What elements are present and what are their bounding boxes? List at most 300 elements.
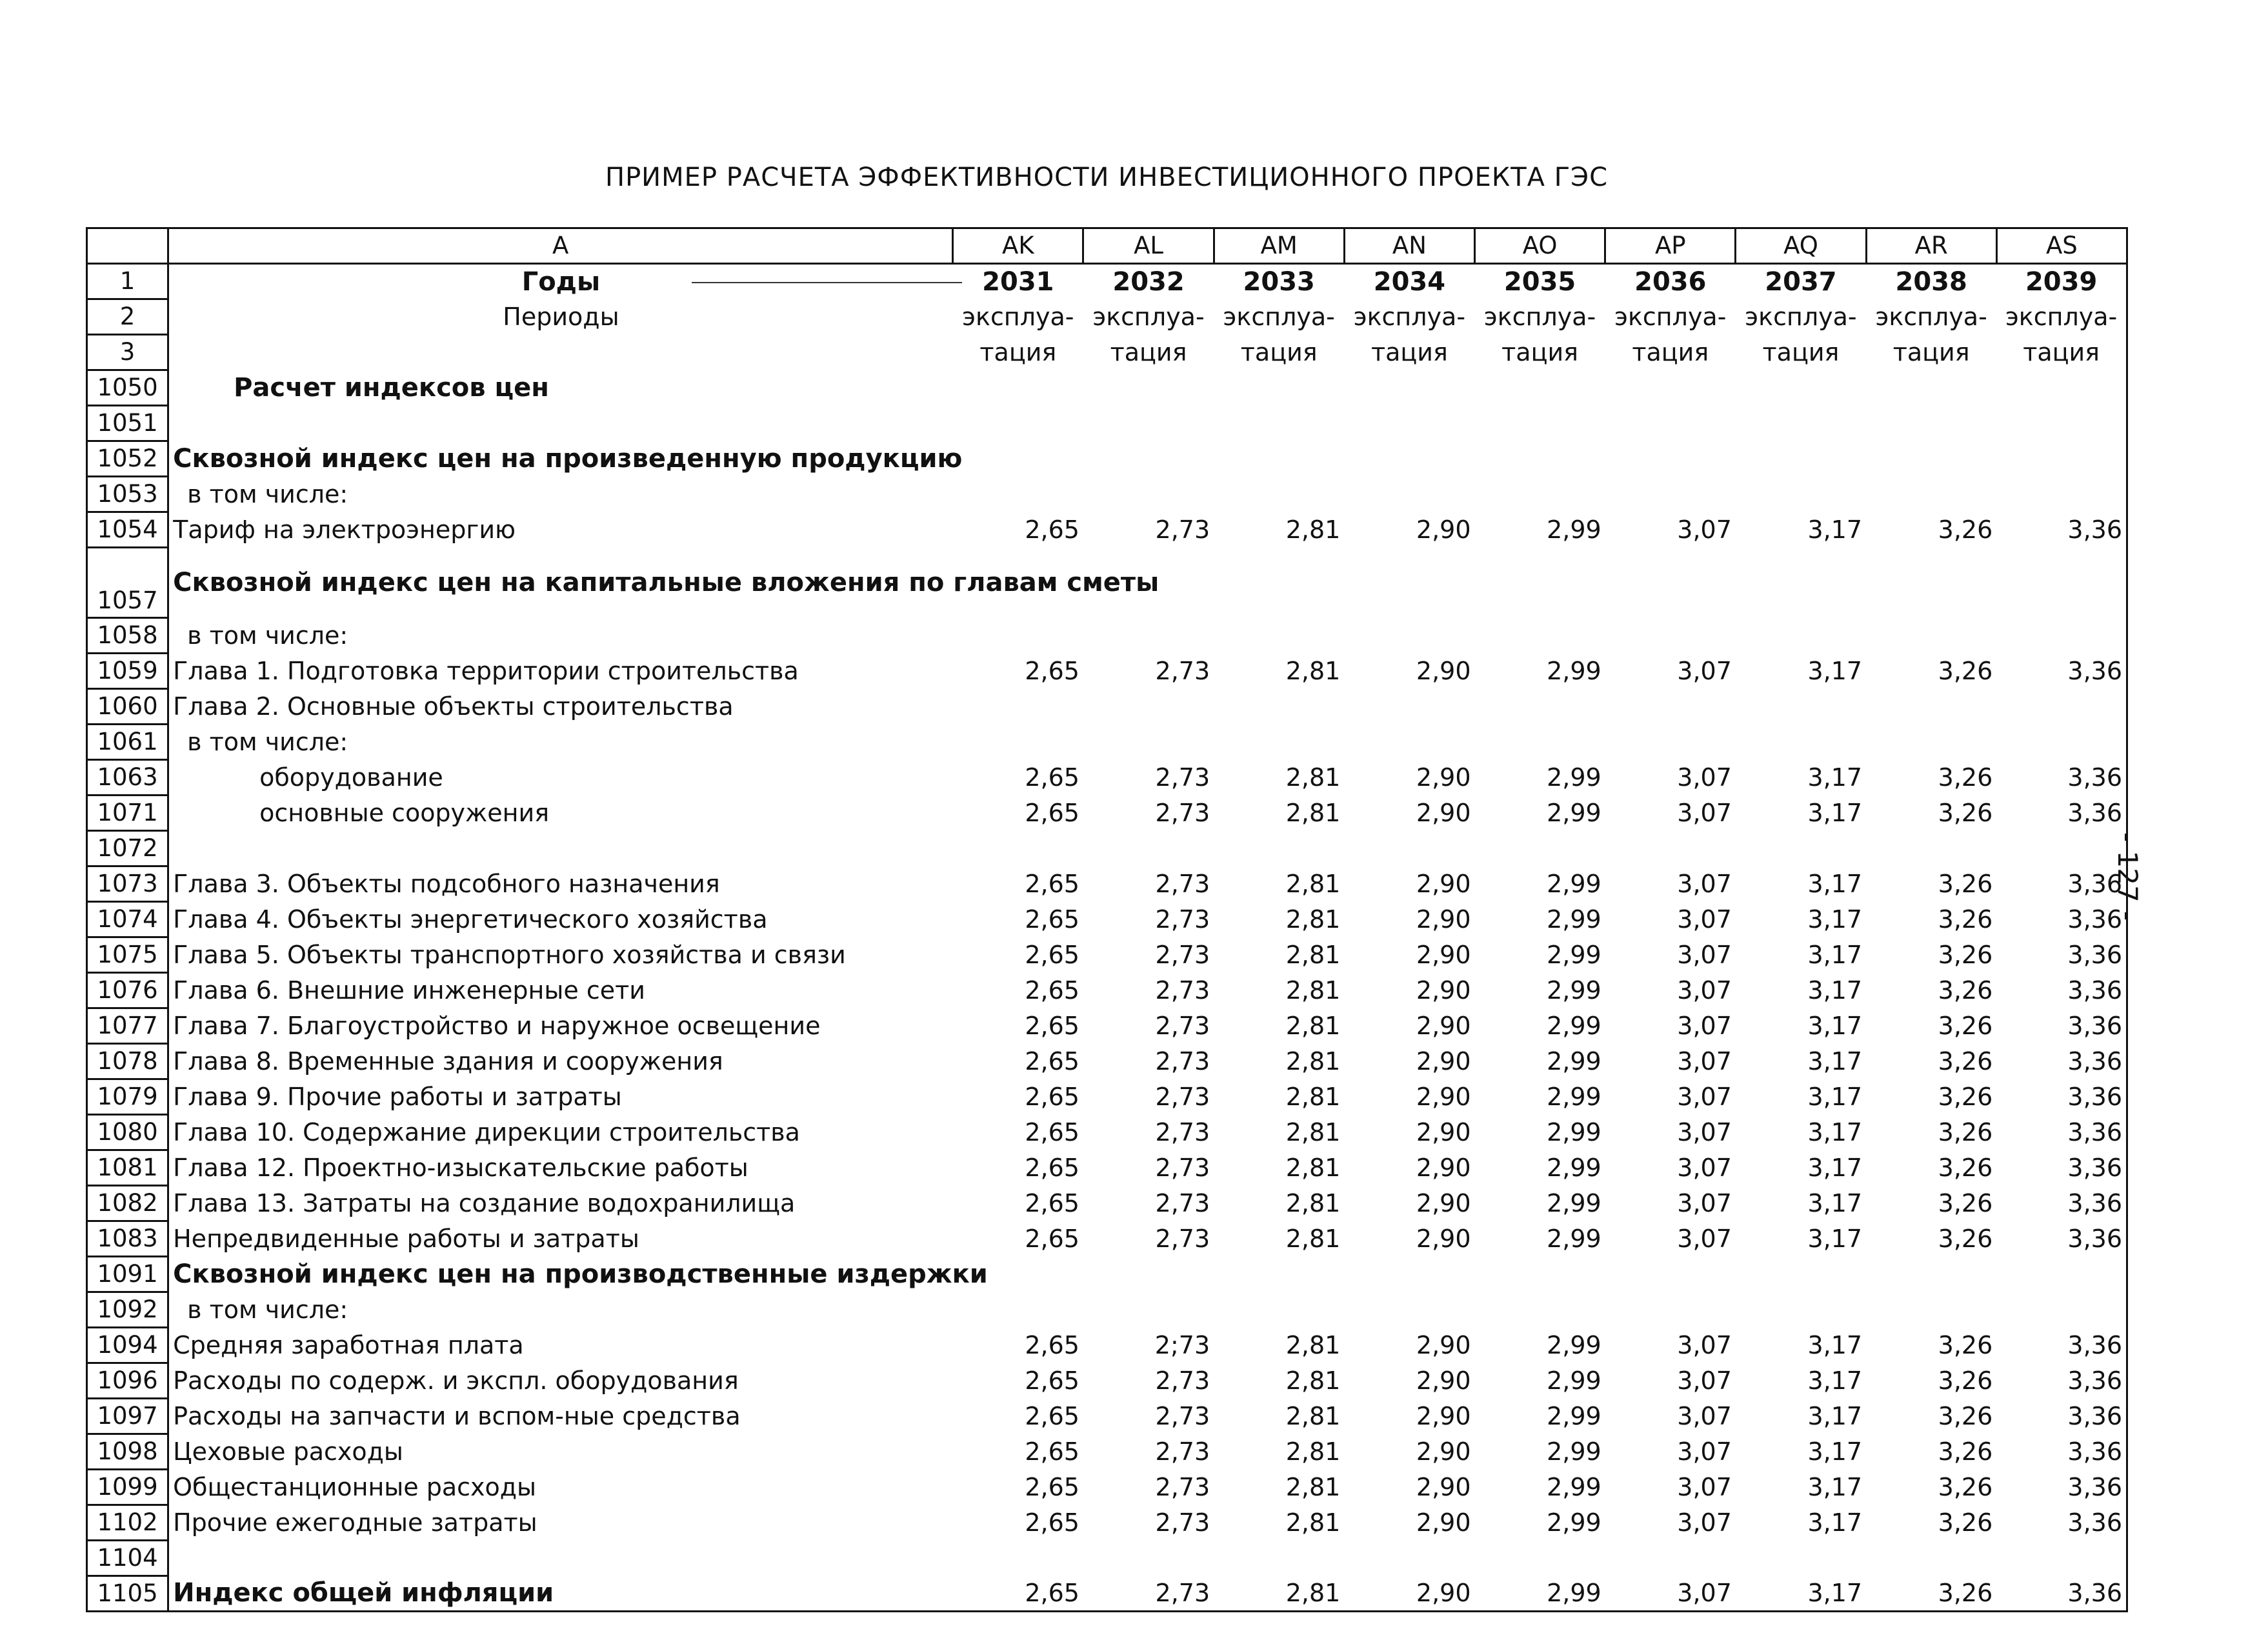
value-cell — [1214, 406, 1344, 441]
value-cell: 3,17 — [1807, 905, 1863, 934]
row-number: 1091 — [87, 1257, 168, 1292]
column-header: AN — [1344, 228, 1474, 264]
document-title: ПРИМЕР РАСЧЕТА ЭФФЕКТИВНОСТИ ИНВЕСТИЦИОННОГО ПРОЕКТА ГЭС — [605, 163, 1608, 192]
value-cell — [1344, 689, 1474, 725]
value-cell: 2,90 — [1344, 1576, 1474, 1612]
value-cell — [1344, 618, 1474, 654]
value-cell: 2,81 — [1214, 1576, 1344, 1612]
value-cell: 2,81 — [1285, 657, 1341, 685]
column-header: AS — [1996, 228, 2127, 264]
value-cell — [1083, 406, 1214, 441]
value-cell: 2,73 — [1155, 1189, 1210, 1217]
table-row — [87, 1115, 2127, 1150]
value-cell — [1475, 618, 1605, 654]
value-cell — [1996, 1541, 2127, 1576]
row-number: 1096 — [87, 1363, 168, 1399]
row-label — [168, 406, 953, 441]
value-cell — [1866, 689, 1996, 725]
value-cell: 2,81 — [1285, 1331, 1341, 1359]
value-cell: 2,65 — [1025, 515, 1079, 544]
value-cell: 3,36 — [1996, 1399, 2127, 1434]
row-number: 1051 — [87, 406, 168, 441]
row-number: 1058 — [87, 618, 168, 654]
value-cell: 2,65 — [1025, 799, 1079, 827]
row-label: Глава 6. Внешние инженерные сети — [168, 973, 953, 1008]
corner-cell — [87, 228, 168, 264]
value-cell: 2,65 — [1025, 870, 1079, 898]
value-cell: 3,07 — [1605, 1576, 1736, 1612]
value-cell: 3,07 — [1677, 1366, 1732, 1395]
table-row — [87, 795, 2127, 831]
value-cell: 2,90 — [1416, 657, 1471, 685]
value-cell — [1996, 725, 2127, 760]
table-row — [87, 1186, 2127, 1221]
value-cell: 3,26 — [1938, 870, 1993, 898]
value-cell: 3,36 — [1996, 937, 2127, 973]
table-row — [87, 618, 2127, 654]
value-cell: 2,65 — [1025, 1508, 1079, 1537]
value-cell — [1475, 548, 1605, 618]
value-cell: 2,90 — [1416, 1012, 1471, 1040]
value-cell: 3,07 — [1677, 870, 1732, 898]
value-cell: 3,26 — [1938, 1012, 1993, 1040]
row-label: Средняя заработная плата — [168, 1328, 953, 1363]
value-cell: 3,36 — [1996, 1363, 2127, 1399]
period-cell: эксплуа- — [1614, 303, 1727, 331]
value-cell: 3,26 — [1938, 657, 1993, 685]
value-cell — [1736, 689, 1866, 725]
value-cell: 3,26 — [1938, 1473, 1993, 1501]
value-cell — [1214, 370, 1344, 406]
value-cell: 2,99 — [1547, 1473, 1601, 1501]
column-header: AO — [1475, 228, 1605, 264]
value-cell: 3,26 — [1938, 1366, 1993, 1395]
value-cell: 3,17 — [1807, 1047, 1863, 1076]
row-label: Цеховые расходы — [168, 1434, 953, 1470]
value-cell: 3,26 — [1938, 515, 1993, 544]
value-cell: 3,26 — [1938, 1402, 1993, 1430]
value-cell — [1605, 689, 1736, 725]
value-cell: 2,90 — [1416, 941, 1471, 969]
row-label: в том числе: — [168, 477, 953, 512]
row-number: 1082 — [87, 1186, 168, 1221]
value-cell: 3,07 — [1677, 1083, 1732, 1111]
row-label: Индекс общей инфляции — [168, 1576, 953, 1612]
value-cell — [1083, 1292, 1214, 1328]
row-label: Глава 4. Объекты энергетического хозяйства — [168, 902, 953, 937]
value-cell: 2,99 — [1547, 1508, 1601, 1537]
row-number: 1076 — [87, 973, 168, 1008]
value-cell: 3,36 — [1996, 1221, 2127, 1257]
row-label: Расходы на запчасти и вспом-ные средства — [168, 1399, 953, 1434]
value-cell — [1344, 831, 1474, 866]
value-cell: 2,65 — [1025, 941, 1079, 969]
value-cell — [1996, 618, 2127, 654]
value-cell — [1866, 618, 1996, 654]
value-cell: 3,17 — [1807, 1189, 1863, 1217]
table-row — [87, 1221, 2127, 1257]
value-cell: 3,17 — [1807, 763, 1863, 792]
row-label: оборудование — [168, 760, 953, 795]
value-cell — [1996, 1292, 2127, 1328]
value-cell: 2,73 — [1155, 799, 1210, 827]
value-cell — [1083, 1257, 1214, 1292]
row-label: Глава 8. Временные здания и сооружения — [168, 1044, 953, 1079]
value-cell: 3,17 — [1807, 941, 1863, 969]
value-cell: 3,36 — [1996, 1008, 2127, 1044]
value-cell — [1214, 477, 1344, 512]
value-cell — [953, 689, 1083, 725]
value-cell: 2,99 — [1547, 1437, 1601, 1466]
row-label: Расчет индексов цен — [168, 370, 953, 406]
row-label: Тариф на электроэнергию — [168, 512, 953, 548]
value-cell: 2,90 — [1416, 1118, 1471, 1146]
column-header: A — [168, 228, 953, 264]
value-cell: 3,17 — [1807, 1083, 1863, 1111]
value-cell: 2,99 — [1547, 905, 1601, 934]
value-cell: 2,90 — [1416, 799, 1471, 827]
value-cell — [1736, 370, 1866, 406]
value-cell — [1996, 689, 2127, 725]
period-cell: тация — [1110, 338, 1187, 366]
value-cell: 3,26 — [1938, 976, 1993, 1005]
row-number: 1104 — [87, 1541, 168, 1576]
value-cell — [1996, 406, 2127, 441]
value-cell: 2,99 — [1547, 941, 1601, 969]
value-cell — [1344, 406, 1474, 441]
value-cell — [953, 831, 1083, 866]
value-cell: 2,65 — [1025, 1331, 1079, 1359]
value-cell: 2,81 — [1285, 1402, 1341, 1430]
period-cell: тация — [979, 338, 1057, 366]
value-cell: 3,26 — [1938, 1437, 1993, 1466]
value-cell — [1475, 725, 1605, 760]
value-cell: 2,99 — [1547, 1366, 1601, 1395]
period-cell: эксплуа- — [1483, 303, 1596, 331]
value-cell: 3,36 — [1996, 973, 2127, 1008]
value-cell — [953, 477, 1083, 512]
table-row — [87, 1470, 2127, 1505]
value-cell: 3,07 — [1677, 1225, 1732, 1253]
value-cell — [1605, 548, 1736, 618]
value-cell — [1736, 1257, 1866, 1292]
value-cell: 3,07 — [1677, 1331, 1732, 1359]
value-cell — [1866, 548, 1996, 618]
value-cell: 2,90 — [1416, 1225, 1471, 1253]
value-cell: 3,17 — [1807, 1118, 1863, 1146]
value-cell: 3,36 — [1996, 795, 2127, 831]
empty-label — [168, 335, 953, 370]
value-cell — [1866, 1541, 1996, 1576]
value-cell: 3,26 — [1938, 799, 1993, 827]
value-cell: 2,99 — [1547, 870, 1601, 898]
value-cell: 2,81 — [1285, 870, 1341, 898]
value-cell: 2,99 — [1547, 763, 1601, 792]
row-label: Расходы по содерж. и экспл. оборудования — [168, 1363, 953, 1399]
value-cell: 2,81 — [1285, 1189, 1341, 1217]
value-cell: 2,73 — [1155, 1402, 1210, 1430]
value-cell: 3,17 — [1807, 976, 1863, 1005]
row-number: 3 — [87, 335, 168, 370]
value-cell: 2,65 — [1025, 1118, 1079, 1146]
value-cell: 3,26 — [1866, 1576, 1996, 1612]
row-label: Прочие ежегодные затраты — [168, 1505, 953, 1541]
value-cell: 2,65 — [1025, 1012, 1079, 1040]
value-cell — [953, 406, 1083, 441]
period-cell: эксплуа- — [1745, 303, 1857, 331]
row-number: 1074 — [87, 902, 168, 937]
value-cell: 2,90 — [1416, 1402, 1471, 1430]
value-cell: 2,90 — [1416, 1154, 1471, 1182]
value-cell: 2,90 — [1416, 905, 1471, 934]
row-label — [168, 831, 953, 866]
row-number: 1050 — [87, 370, 168, 406]
row-number: 1099 — [87, 1470, 168, 1505]
column-header: AM — [1214, 228, 1344, 264]
year-cell: 2033 — [1243, 266, 1315, 297]
value-cell: 2,65 — [1025, 1473, 1079, 1501]
period-cell: тация — [1370, 338, 1448, 366]
row-number: 1102 — [87, 1505, 168, 1541]
row-number: 1072 — [87, 831, 168, 866]
value-cell: 2,99 — [1547, 1047, 1601, 1076]
value-cell — [1214, 689, 1344, 725]
value-cell: 2,81 — [1285, 799, 1341, 827]
value-cell — [1996, 441, 2127, 477]
value-cell: 2,73 — [1155, 870, 1210, 898]
value-cell — [1866, 1292, 1996, 1328]
year-cell: 2036 — [1634, 266, 1707, 297]
value-cell: 2,99 — [1547, 515, 1601, 544]
value-cell: 2,99 — [1547, 1225, 1601, 1253]
value-cell — [1736, 831, 1866, 866]
value-cell: 3,17 — [1807, 1225, 1863, 1253]
period-cell: тация — [1632, 338, 1709, 366]
value-cell: 3,36 — [1996, 1044, 2127, 1079]
value-cell: 2,81 — [1285, 1047, 1341, 1076]
column-header: AK — [953, 228, 1083, 264]
value-cell — [1866, 725, 1996, 760]
period-cell: тация — [1762, 338, 1840, 366]
value-cell: 2,73 — [1155, 1083, 1210, 1111]
value-cell: 2,90 — [1416, 1508, 1471, 1537]
value-cell: 2,99 — [1547, 1402, 1601, 1430]
value-cell — [1475, 689, 1605, 725]
value-cell — [1475, 831, 1605, 866]
value-cell — [1605, 441, 1736, 477]
value-cell: 3,07 — [1677, 763, 1732, 792]
value-cell: 3,07 — [1677, 1402, 1732, 1430]
value-cell — [1344, 1541, 1474, 1576]
row-label: в том числе: — [168, 725, 953, 760]
row-label: Сквозной индекс цен на капитальные вложения по главам сметы — [168, 548, 953, 618]
value-cell: 3,26 — [1938, 763, 1993, 792]
value-cell: 3,17 — [1736, 1576, 1866, 1612]
value-cell: 2,90 — [1416, 1366, 1471, 1395]
value-cell: 2,81 — [1285, 1508, 1341, 1537]
value-cell — [1344, 1292, 1474, 1328]
value-cell: 2,90 — [1416, 1473, 1471, 1501]
value-cell — [1605, 477, 1736, 512]
value-cell — [1605, 831, 1736, 866]
value-cell: 2,99 — [1547, 1118, 1601, 1146]
row-label: основные сооружения — [168, 795, 953, 831]
row-label: Глава 5. Объекты транспортного хозяйства и связи — [168, 937, 953, 973]
value-cell — [1083, 725, 1214, 760]
value-cell: 2,73 — [1155, 1508, 1210, 1537]
value-cell: 2,90 — [1416, 1083, 1471, 1111]
value-cell: 3,36 — [1996, 1470, 2127, 1505]
value-cell: 2,81 — [1285, 1154, 1341, 1182]
value-cell — [1214, 725, 1344, 760]
value-cell: 3,36 — [1996, 512, 2127, 548]
period-cell: тация — [1240, 338, 1318, 366]
value-cell: 3,07 — [1677, 657, 1732, 685]
value-cell — [1736, 477, 1866, 512]
value-cell — [1605, 1541, 1736, 1576]
value-cell — [953, 370, 1083, 406]
period-cell: эксплуа- — [1092, 303, 1205, 331]
value-cell: 3,36 — [1996, 902, 2127, 937]
value-cell: 2,65 — [1025, 763, 1079, 792]
value-cell: 3,17 — [1807, 1366, 1863, 1395]
value-cell — [1344, 725, 1474, 760]
value-cell — [1605, 370, 1736, 406]
value-cell: 2,65 — [1025, 905, 1079, 934]
periods-label: Периоды — [168, 299, 953, 335]
period-cell: эксплуа- — [1875, 303, 1987, 331]
value-cell — [1214, 1541, 1344, 1576]
row-label: Глава 7. Благоустройство и наружное освещение — [168, 1008, 953, 1044]
value-cell: 3,26 — [1938, 1083, 1993, 1111]
value-cell — [1475, 1257, 1605, 1292]
value-cell — [1736, 406, 1866, 441]
value-cell: 2,99 — [1475, 1576, 1605, 1612]
value-cell: 3,26 — [1938, 1047, 1993, 1076]
value-cell: 3,07 — [1677, 1473, 1732, 1501]
value-cell: 3,36 — [1996, 1505, 2127, 1541]
value-cell — [1866, 477, 1996, 512]
table-row — [87, 654, 2127, 689]
value-cell: 3,07 — [1677, 976, 1732, 1005]
table-row — [87, 1044, 2127, 1079]
value-cell: 2,73 — [1155, 1473, 1210, 1501]
value-cell: 2,65 — [1025, 1366, 1079, 1395]
table-row — [87, 406, 2127, 441]
value-cell: 3,36 — [1996, 1150, 2127, 1186]
value-cell: 2,73 — [1155, 1118, 1210, 1146]
value-cell — [1214, 1257, 1344, 1292]
value-cell: 2,73 — [1155, 1366, 1210, 1395]
row-label: Непредвиденные работы и затраты — [168, 1221, 953, 1257]
year-cell: 2037 — [1765, 266, 1837, 297]
row-number: 1057 — [87, 548, 168, 618]
value-cell: 2,90 — [1416, 1047, 1471, 1076]
value-cell — [1605, 1257, 1736, 1292]
year-cell: 2034 — [1373, 266, 1446, 297]
row-label: Глава 12. Проектно-изыскательские работы — [168, 1150, 953, 1186]
value-cell: 2,73 — [1155, 1154, 1210, 1182]
row-number: 1054 — [87, 512, 168, 548]
value-cell: 2,65 — [1025, 1189, 1079, 1217]
value-cell — [1605, 725, 1736, 760]
table-row — [87, 1399, 2127, 1434]
value-cell: 2,65 — [1025, 1047, 1079, 1076]
value-cell — [1605, 1292, 1736, 1328]
period-cell: тация — [1892, 338, 1970, 366]
value-cell: 3,07 — [1677, 1189, 1732, 1217]
year-cell: 2039 — [1996, 264, 2127, 299]
value-cell: 3,17 — [1807, 1402, 1863, 1430]
value-cell: 3,07 — [1677, 1118, 1732, 1146]
row-number: 1097 — [87, 1399, 168, 1434]
value-cell — [1083, 1541, 1214, 1576]
value-cell: 3,17 — [1807, 1331, 1863, 1359]
value-cell: 3,07 — [1677, 515, 1732, 544]
row-label: Глава 3. Объекты подсобного назначения — [168, 866, 953, 902]
value-cell: 3,36 — [1996, 760, 2127, 795]
row-label: Глава 9. Прочие работы и затраты — [168, 1079, 953, 1115]
table-row — [87, 1363, 2127, 1399]
column-header: AQ — [1736, 228, 1866, 264]
value-cell: 3,07 — [1677, 1437, 1732, 1466]
value-cell: 2,73 — [1155, 657, 1210, 685]
table-row — [87, 937, 2127, 973]
table-row — [87, 1576, 2127, 1612]
value-cell: 3,36 — [1996, 1079, 2127, 1115]
table-row — [87, 1434, 2127, 1470]
value-cell: 3,26 — [1938, 1154, 1993, 1182]
value-cell — [1996, 831, 2127, 866]
value-cell — [1996, 370, 2127, 406]
years-label: Годы — [168, 264, 953, 299]
table-row — [87, 1079, 2127, 1115]
value-cell: 3,36 — [1996, 1576, 2127, 1612]
value-cell: 3,07 — [1677, 799, 1732, 827]
period-cell: тация — [1996, 335, 2127, 370]
value-cell — [1214, 1292, 1344, 1328]
value-cell — [1605, 618, 1736, 654]
value-cell: 2,90 — [1416, 976, 1471, 1005]
value-cell — [1344, 1257, 1474, 1292]
value-cell: 2,81 — [1285, 1473, 1341, 1501]
value-cell — [1475, 441, 1605, 477]
value-cell: 2,90 — [1416, 1331, 1471, 1359]
value-cell — [953, 725, 1083, 760]
value-cell — [1605, 406, 1736, 441]
row-number: 1083 — [87, 1221, 168, 1257]
value-cell: 2,73 — [1083, 1576, 1214, 1612]
period-cell: эксплуа- — [1996, 299, 2127, 335]
value-cell — [1866, 441, 1996, 477]
row-number: 1078 — [87, 1044, 168, 1079]
row-number: 1061 — [87, 725, 168, 760]
value-cell — [1083, 689, 1214, 725]
value-cell: 2,81 — [1285, 941, 1341, 969]
value-cell: 2,99 — [1547, 1012, 1601, 1040]
value-cell: 2,81 — [1285, 1118, 1341, 1146]
value-cell: 2,73 — [1155, 763, 1210, 792]
value-cell — [1344, 370, 1474, 406]
value-cell: 2,99 — [1547, 1083, 1601, 1111]
row-number: 1075 — [87, 937, 168, 973]
row-number: 1053 — [87, 477, 168, 512]
value-cell — [1736, 548, 1866, 618]
value-cell: 3,07 — [1677, 1508, 1732, 1537]
row-label: в том числе: — [168, 1292, 953, 1328]
value-cell: 2,65 — [1025, 976, 1079, 1005]
value-cell: 3,26 — [1938, 1225, 1993, 1253]
